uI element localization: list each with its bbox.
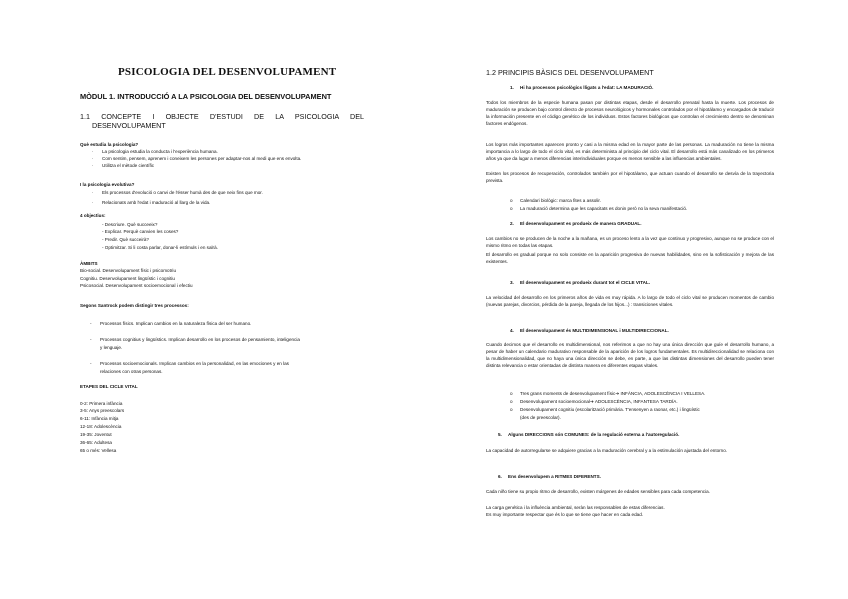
santrock-heading: Segons Santrock podem distingir tres processos: bbox=[80, 303, 189, 308]
etapa-item: 12-18: Adolescència bbox=[80, 424, 122, 429]
list-item: o Tres grans moments de desenvolupament físic➔ INFÀNCIA, ADOLESCÈNCIA I VELLESA. bbox=[510, 391, 706, 396]
principle-6-text2: La carga genética i la influència ambiental, seràn las responsables de estas diferencias. bbox=[486, 505, 665, 510]
list-item: · Utilitza el mètode científic bbox=[92, 163, 155, 168]
etapa-item: 6-11: Infància mitja bbox=[80, 416, 119, 421]
question-evolutive: I la psicologia evolutiva? bbox=[80, 182, 135, 187]
list-item: · La psicologia estudia la conducta i l'experiència humana. bbox=[92, 149, 218, 154]
etapa-item: 19-35: Joventut bbox=[80, 432, 112, 437]
principle-5-text: La capacidad de autorregularse se adquiere gracias a la maduración cerebral y a la estimulación ajustada del entorno. bbox=[486, 448, 728, 453]
principle-1-text: Todos los miembros de la especie humana pasan por distintas etapas, desde el desarrollo prenatal hasta la muerte. Los procesos de maduración se producen bajo control directo de procesos neurológicos y hormonales controlados por el hipotálamo y encargados de traducir la información presente en el código genético de los individuos. Estos factores biológicos que controlan el crecimiento dentro se denominan factores endógenos. bbox=[486, 100, 774, 127]
ambit-item: Psicosocial. Desenvolupament socioemocional i efectiu bbox=[80, 283, 193, 288]
list-item: · Com sentim, pensem, aprenem i coneixem les persones per adaptar-nos al medi que ens envolta. bbox=[92, 156, 302, 161]
list-item: - Descriure. Què succeeix? bbox=[102, 222, 158, 227]
principle-1-text3: Existen los procesos de recuperación, controlados también por el hipotálamo, que actuan cuando el desarrollo se desvía de la trayectoria prevista. bbox=[486, 171, 774, 184]
principle-4-title: 4. El desenvolupament és MULTIDIMENSIONAL i MULTIDIRECCIONAL. bbox=[510, 328, 669, 333]
process-item: - Processos socioemocionals. Implican cambios en la personalidad, en las emociones y en las bbox=[90, 361, 289, 366]
ambit-item: Cognitiu. Desenvolupament lingüístic i cognitiu bbox=[80, 276, 175, 281]
principle-6-text3: Es muy importante respectar que és lo que se tiene que hacer en cada edad. bbox=[486, 512, 644, 517]
principle-2-title: 2. El desenvolupament es produeix de manera GRADUAL. bbox=[510, 221, 642, 226]
principle-3-text: La velocidad del desarrollo en los primeros años de vida es muy rápida. A lo largo de todo el ciclo vital se producen momentos de cambio (nuevas parejas, divorcios, pérdida de la pareja, llegada de los hijos...) : transiciones vitales. bbox=[486, 295, 774, 308]
principle-5-title: 5. Alguns DIRECCIONS són COMUNES: de la regulació externa a l'autoregulació. bbox=[498, 432, 680, 437]
list-item: o Desenvolupament cognitiu (escolarització primària. T'ensenyen a raonar, etc.) i lingüístic bbox=[510, 407, 700, 412]
module-heading: MÒDUL 1. INTRODUCCIÓ A LA PSICOLOGIA DEL DESENVOLUPAMENT bbox=[80, 92, 332, 101]
principle-4-text: Cuando decimos que el desarrollo es multidimensional, nos referimos a que no hay una única dirección que guíe el desarrollo humano, a pesar de haber un calendario madurativo responsable de la aparición de los logros fundamentales. Es multidireccionalidad se relaciona con la multidimensionalidad, que no haya una única dirección se debe, en parte, a que las distintas dimensiones del desarrollo pueden tener distinta relevancia o estar orientadas de distinta manera en diferentes etapas vitales. bbox=[486, 342, 774, 369]
process-item-cont: y lenguaje. bbox=[100, 345, 123, 350]
principle-6-title: 6. Ens desenvolupem a RITMES DIFERENTS. bbox=[498, 474, 601, 479]
section-heading-1-2: 1.2 PRINCIPIS BÀSICS DEL DESENVOLUPAMENT bbox=[486, 68, 654, 77]
process-item: - Processos físics. Implican cambios en la naturaleza física del ser humano. bbox=[90, 321, 252, 326]
etapes-title: ETAPES DEL CICLE VITAL bbox=[80, 384, 138, 389]
question-psychology: Què estudia la psicologia? bbox=[80, 142, 139, 147]
list-item: · Els processos d'evolució o canvi de l'ésser humà des de que neix fins que mor. bbox=[92, 190, 263, 195]
principle-2-text: Los cambios no se producen de la noche a la mañana, es un proceso lento a la vez que continuo y progresivo, aunque no se produce con el mismo ritmo en todas las etapas. bbox=[486, 236, 774, 249]
objectives-title: 4 objectius: bbox=[80, 213, 106, 218]
etapa-item: 0-2: Primera infància bbox=[80, 401, 123, 406]
etapa-item: 65 o més: Vellesa bbox=[80, 448, 117, 453]
section-heading-1-1: 1.1 CONCEPTE I OBJECTE D'ESTUDI DE LA PSICOLOGIA DEL bbox=[80, 112, 364, 121]
section-heading-1-1-cont: DESENVOLUPAMENT bbox=[92, 121, 166, 130]
list-item: - Optimitzar. Si li costa parlar, donar-li estímuls i en salrà. bbox=[102, 245, 218, 250]
ambit-item: Bio-social. Desenvolupament físic i psicomotriu bbox=[80, 268, 176, 273]
list-item: · Relacionats amb l'edat i maduració al llarg de la vida. bbox=[92, 200, 211, 205]
ambits-title: ÀMBITS bbox=[80, 261, 98, 266]
list-item: o Desenvolupament socioemocional➔ ADOLESCÈNCIA, INFANTESA TARDÍA. bbox=[510, 399, 678, 404]
principle-3-title: 3. El desenvolupament es produeix durant tot el CICLE VITAL. bbox=[510, 280, 651, 285]
principle-6-text: Cada niño tiene su propio ritmo de desarrollo, existen márgenes de edades sensibles para cada competencia. bbox=[486, 489, 710, 494]
etapa-item: 3-5: Anys preescolars bbox=[80, 408, 125, 413]
process-item-cont: relaciones con otras personas. bbox=[100, 369, 163, 374]
etapa-item: 36-65: Adultesa bbox=[80, 440, 112, 445]
list-item: o Calendari biològic: marca fites a assolir. bbox=[510, 198, 601, 203]
list-item: o La maduració determina que les capacitats es donin però no la seva manifestació. bbox=[510, 206, 688, 211]
list-item: - Explicar. Perquè canvien les coses? bbox=[102, 229, 179, 234]
principle-1-title: 1. Hi ha processos psicològics lligats a l'edat: LA MADURACIÓ. bbox=[510, 85, 654, 90]
principle-1-text2: Los logros más importantes aparecen pronto y casi a la misma edad en la mayor parte de las personas. La maduración no tiene la misma importancia a lo largo de todo el ciclo vital, es más determinista al principio del ciclo vital. El desarrollo está más canalizado en los primeros años ya que da lugar a menos diferencias interindividuales porque es menos sensible a las influencias ambientales. bbox=[486, 142, 774, 162]
principle-2-text2: El desarrollo es gradual porque no solo consiste en la aparición progresiva de nuevas habilidades, sino en la sofisticación y mejora de las existentes. bbox=[486, 252, 774, 265]
list-item: - Predir. Què succeirà? bbox=[102, 237, 149, 242]
list-item-cont: (des de preescolar). bbox=[520, 415, 561, 420]
document-title: PSICOLOGIA DEL DESENVOLUPAMENT bbox=[118, 66, 337, 78]
process-item: - Processos cognitius y lingüístics. Implican desarrollo en los procesos de pensamiento, inteligencia bbox=[90, 337, 300, 342]
